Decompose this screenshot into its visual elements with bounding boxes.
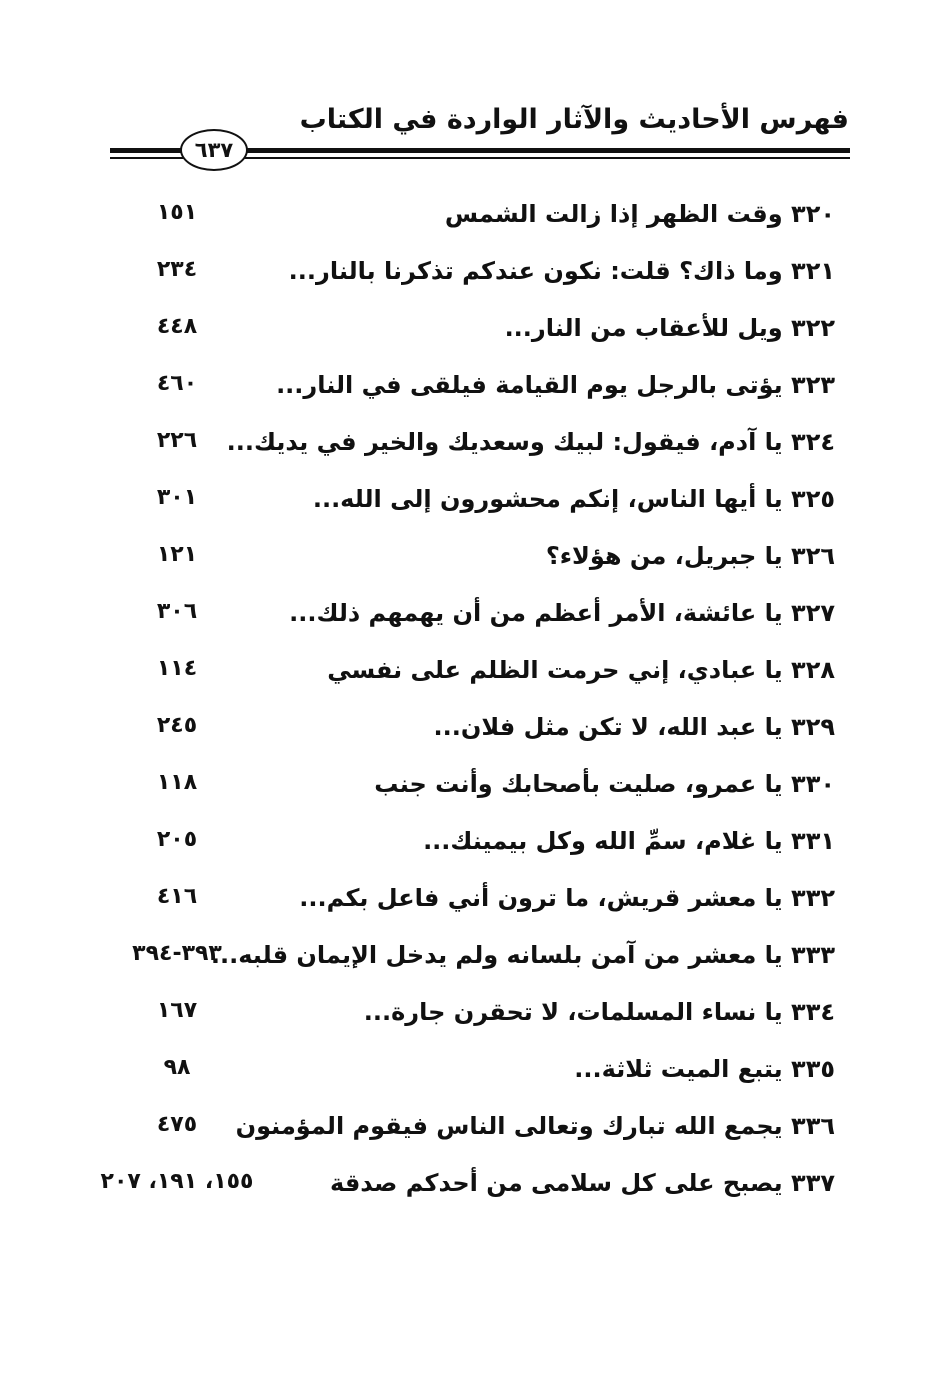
entry-pages: ١٥١ [156,200,198,225]
entry-pages: ٢٠٥ [156,827,198,852]
entry-text: ٣٢٤ يا آدم، فيقول: لبيك وسعديك والخير في يديك... [226,428,835,456]
entry-text: ٣٢٦ يا جبريل، من هؤلاء؟ [545,542,835,570]
index-entry [0,1102,947,1159]
entry-text: ٣٣٣ يا معشر من آمن بلسانه ولم يدخل الإيمان قلبه... [210,941,835,969]
entry-pages: ١٥٥، ١٩١، ٢٠٧ [100,1169,254,1194]
entry-pages: ٤٤٨ [156,314,198,339]
entry-text: ٣٢٣ يؤتى بالرجل يوم القيامة فيلقى في النار... [276,371,835,399]
entry-text: ٣٣٢ يا معشر قريش، ما ترون أني فاعل بكم... [299,884,835,912]
entry-pages: ٩٨ [163,1055,191,1080]
page-number: ٦٣٧ [180,129,248,171]
entry-text: ٣٣٦ يجمع الله تبارك وتعالى الناس فيقوم المؤمنون [235,1112,835,1140]
entry-text: ٣٣٤ يا نساء المسلمات، لا تحقرن جارة... [363,998,835,1026]
index-entry [0,874,947,931]
page-title: فهرس الأحاديث والآثار الواردة في الكتاب [299,104,849,135]
index-entry [0,475,947,532]
entry-text: ٣٢١ وما ذاك؟ قلت: نكون عندكم تذكرنا بالنار... [288,257,835,285]
index-list [0,190,947,1216]
entry-text: ٣٢٩ يا عبد الله، لا تكن مثل فلان... [433,713,835,741]
entry-text: ٣٢٢ ويل للأعقاب من النار... [504,314,835,342]
index-entry [0,1045,947,1102]
index-entry [0,361,947,418]
index-entry [0,247,947,304]
entry-pages: ٢٢٦ [156,428,198,453]
entry-pages: ٣٠٦ [156,599,198,624]
entry-text: ٣٣٥ يتبع الميت ثلاثة... [574,1055,835,1083]
entry-pages: ٤٧٥ [156,1112,198,1137]
index-entry [0,1159,947,1216]
index-entry [0,646,947,703]
entry-pages: ٤١٦ [156,884,198,909]
entry-pages: ٣٠١ [156,485,198,510]
entry-text: ٣٢٠ وقت الظهر إذا زالت الشمس [444,200,835,228]
index-entry [0,760,947,817]
entry-pages: ٤٦٠ [156,371,198,396]
entry-pages: ٣٩٣-٣٩٤ [132,941,222,966]
entry-pages: ١٢١ [156,542,198,567]
entry-pages: ٢٤٥ [156,713,198,738]
entry-pages: ٢٣٤ [156,257,198,282]
index-entry [0,703,947,760]
entry-text: ٣٣١ يا غلام، سمِّ الله وكل بيمينك... [423,827,835,855]
index-entry [0,931,947,988]
index-entry [0,532,947,589]
entry-text: ٣٢٥ يا أيها الناس، إنكم محشورون إلى الله... [312,485,835,513]
entry-pages: ١١٤ [156,656,198,681]
entry-pages: ١٦٧ [156,998,198,1023]
entry-pages: ١١٨ [156,770,198,795]
index-entry [0,988,947,1045]
index-entry [0,304,947,361]
entry-text: ٣٢٧ يا عائشة، الأمر أعظم من أن يهمهم ذلك... [289,599,835,627]
entry-text: ٣٣٧ يصبح على كل سلامى من أحدكم صدقة [330,1169,835,1197]
index-entry [0,817,947,874]
entry-text: ٣٢٨ يا عبادي، إني حرمت الظلم على نفسي [327,656,835,684]
index-entry [0,418,947,475]
index-entry [0,190,947,247]
entry-text: ٣٣٠ يا عمرو، صليت بأصحابك وأنت جنب [374,770,835,798]
index-entry [0,589,947,646]
